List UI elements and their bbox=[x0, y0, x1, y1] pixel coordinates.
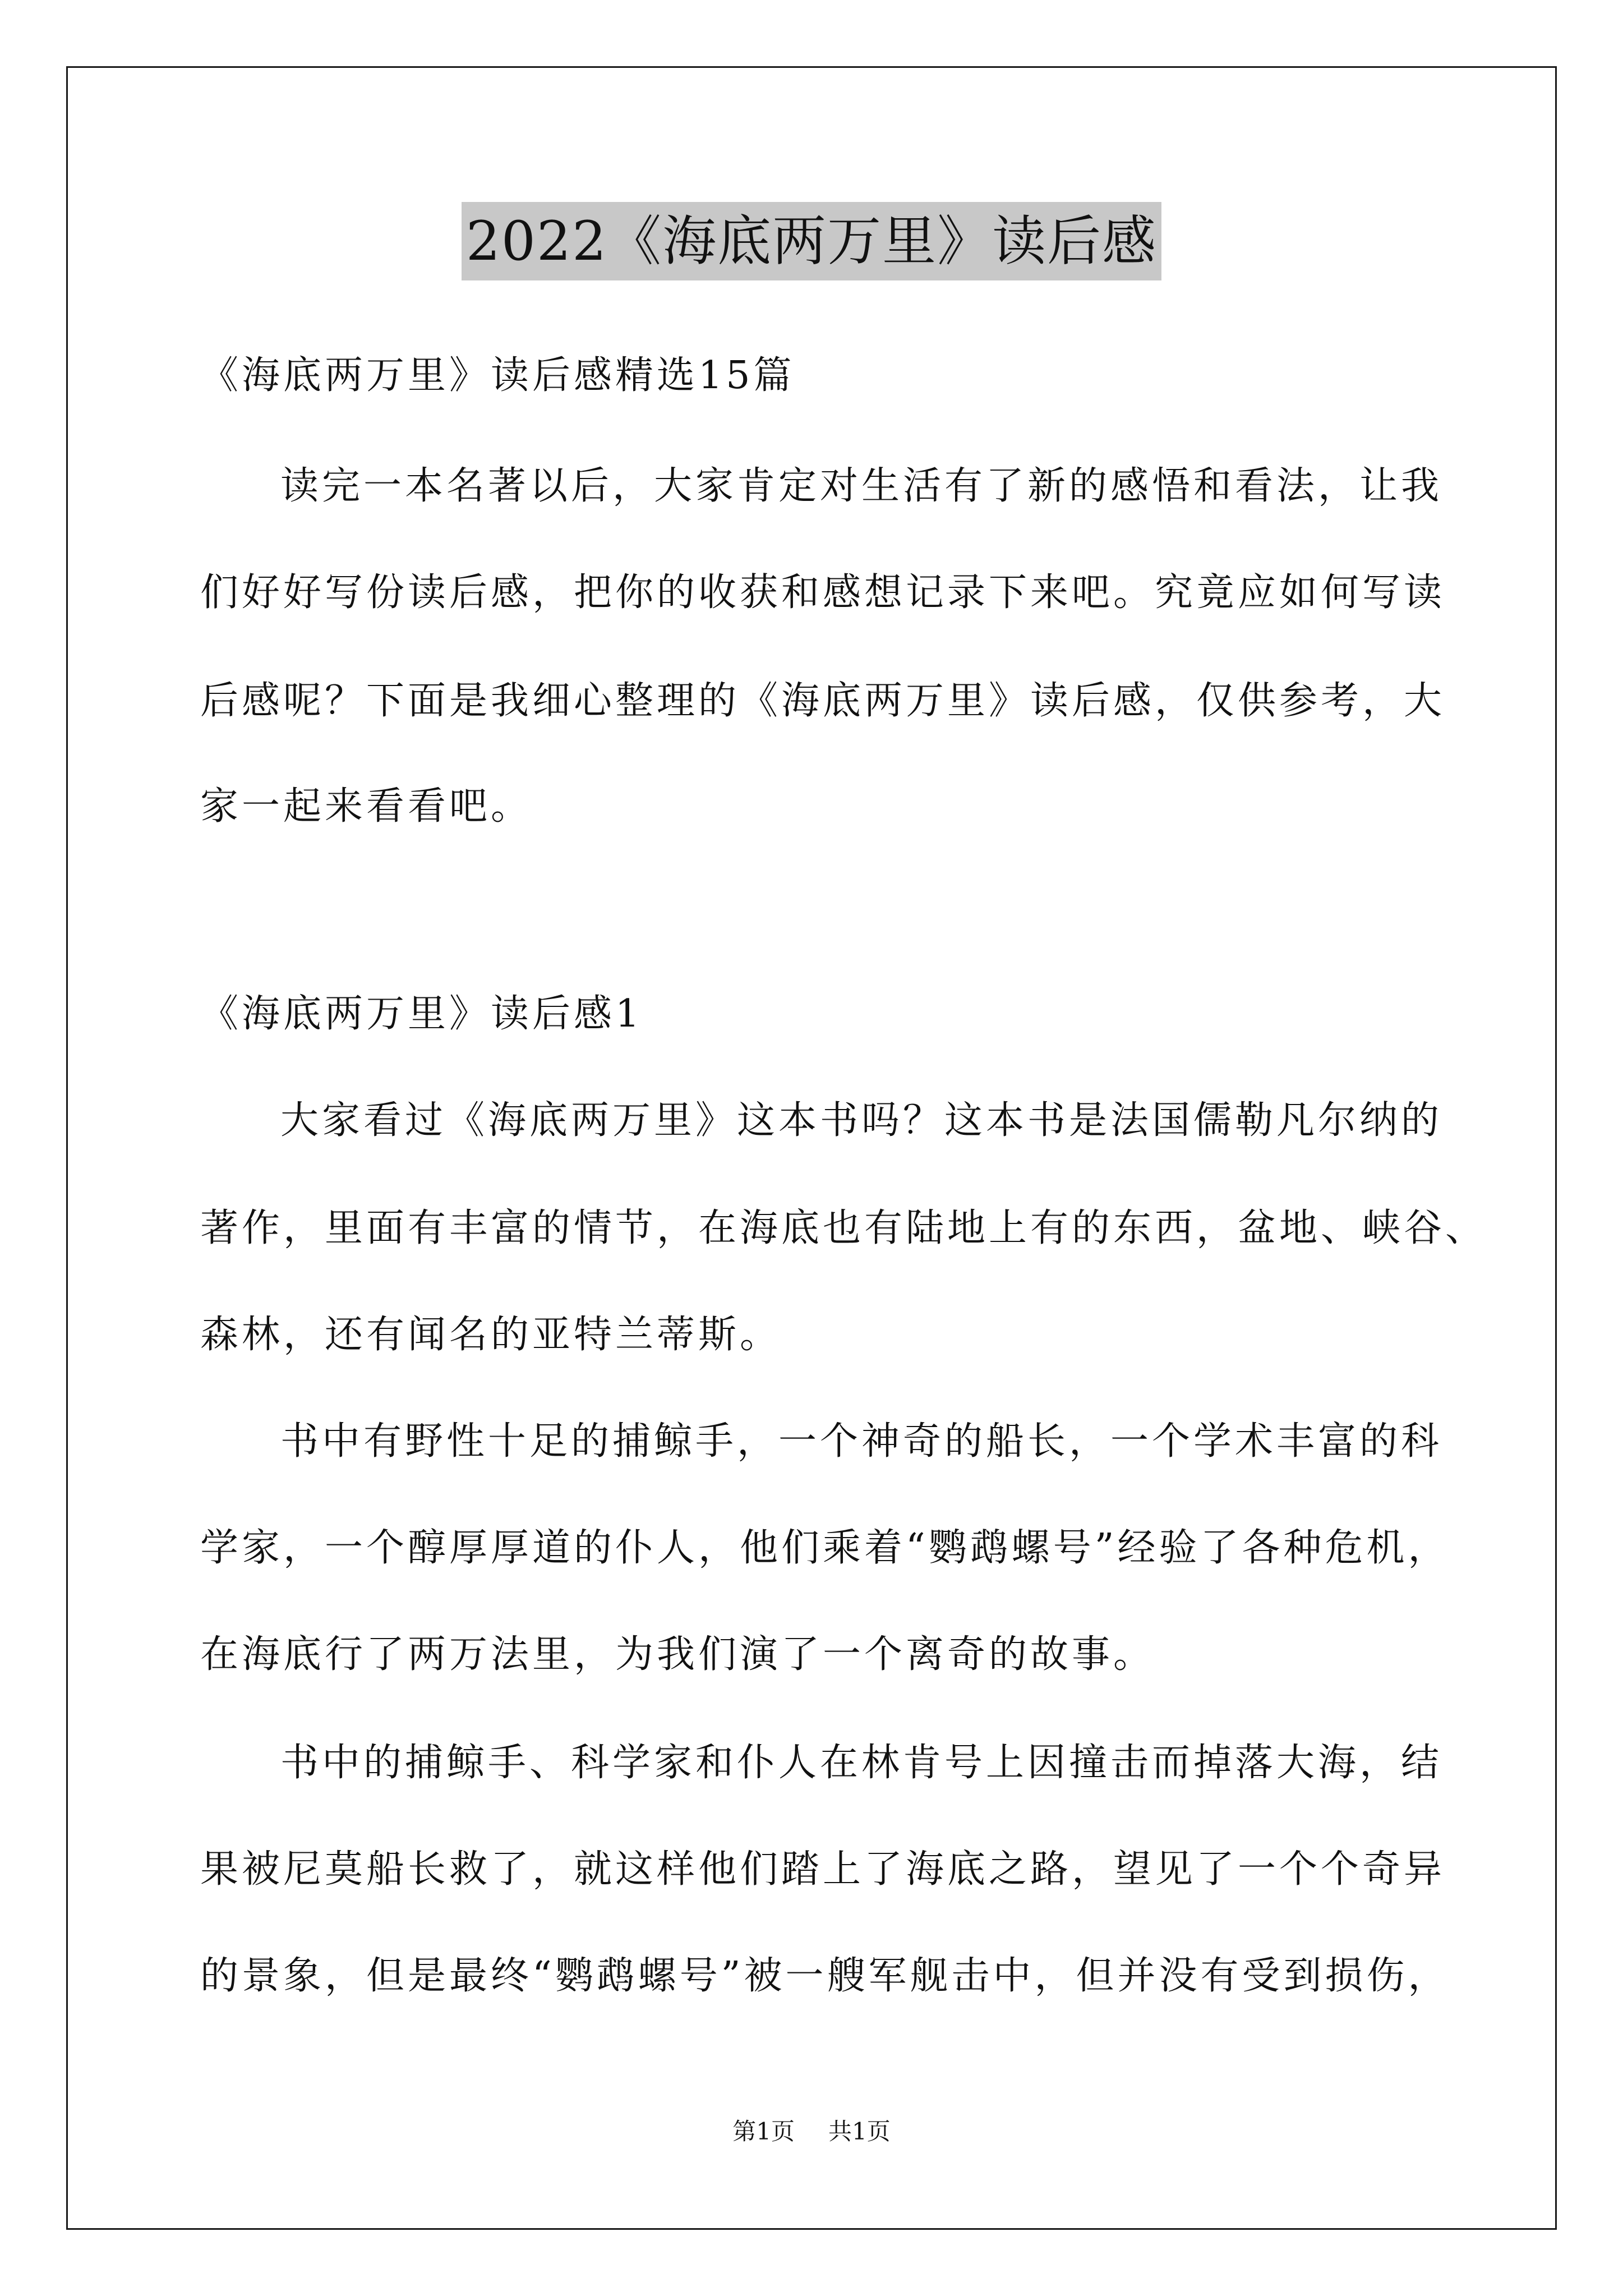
paragraph3-line-3: 的景象，但是最终“鹦鹉螺号”被一艘军舰击中，但并没有受到损伤， bbox=[200, 1954, 1450, 1998]
paragraph1-line-2: 著作，里面有丰富的情节，在海底也有陆地上有的东西，盆地、峡谷、 bbox=[200, 1206, 1487, 1250]
paragraph2-line-2: 学家，一个醇厚厚道的仆人，他们乘着“鹦鹉螺号”经验了各种危机， bbox=[200, 1526, 1450, 1570]
paragraph1-line-1: 大家看过《海底两万里》这本书吗？这本书是法国儒勒凡尔纳的 bbox=[280, 1098, 1443, 1143]
page-footer bbox=[0, 2115, 1623, 2148]
page-number: 第1页 bbox=[732, 2118, 795, 2145]
intro-line-2: 们好好写份读后感，把你的收获和感想记录下来吧。究竟应如何写读 bbox=[200, 570, 1446, 615]
paragraph2-line-3: 在海底行了两万法里，为我们演了一个离奇的故事。 bbox=[200, 1632, 1155, 1677]
paragraph3-line-1: 书中的捕鲸手、科学家和仆人在林肯号上因撞击而掉落大海，结 bbox=[280, 1741, 1443, 1785]
paragraph3-line-2: 果被尼莫船长救了，就这样他们踏上了海底之路，望见了一个个奇异 bbox=[200, 1847, 1446, 1892]
document-title: 2022《海底两万里》读后感 bbox=[462, 202, 1161, 280]
paragraph2-line-1: 书中有野性十足的捕鲸手，一个神奇的船长，一个学术丰富的科 bbox=[280, 1419, 1443, 1464]
document-subtitle: 《海底两万里》读后感精选15篇 bbox=[200, 353, 795, 398]
title-container bbox=[0, 202, 1623, 280]
intro-line-1: 读完一本名著以后，大家肯定对生活有了新的感悟和看法，让我 bbox=[280, 464, 1443, 508]
intro-line-3: 后感呢？下面是我细心整理的《海底两万里》读后感，仅供参考，大 bbox=[200, 679, 1446, 723]
section-heading: 《海底两万里》读后感1 bbox=[200, 992, 643, 1036]
page-total: 共1页 bbox=[828, 2118, 891, 2145]
intro-line-4: 家一起来看看吧。 bbox=[200, 784, 533, 829]
paragraph1-line-3: 森林，还有闻名的亚特兰蒂斯。 bbox=[200, 1313, 782, 1357]
